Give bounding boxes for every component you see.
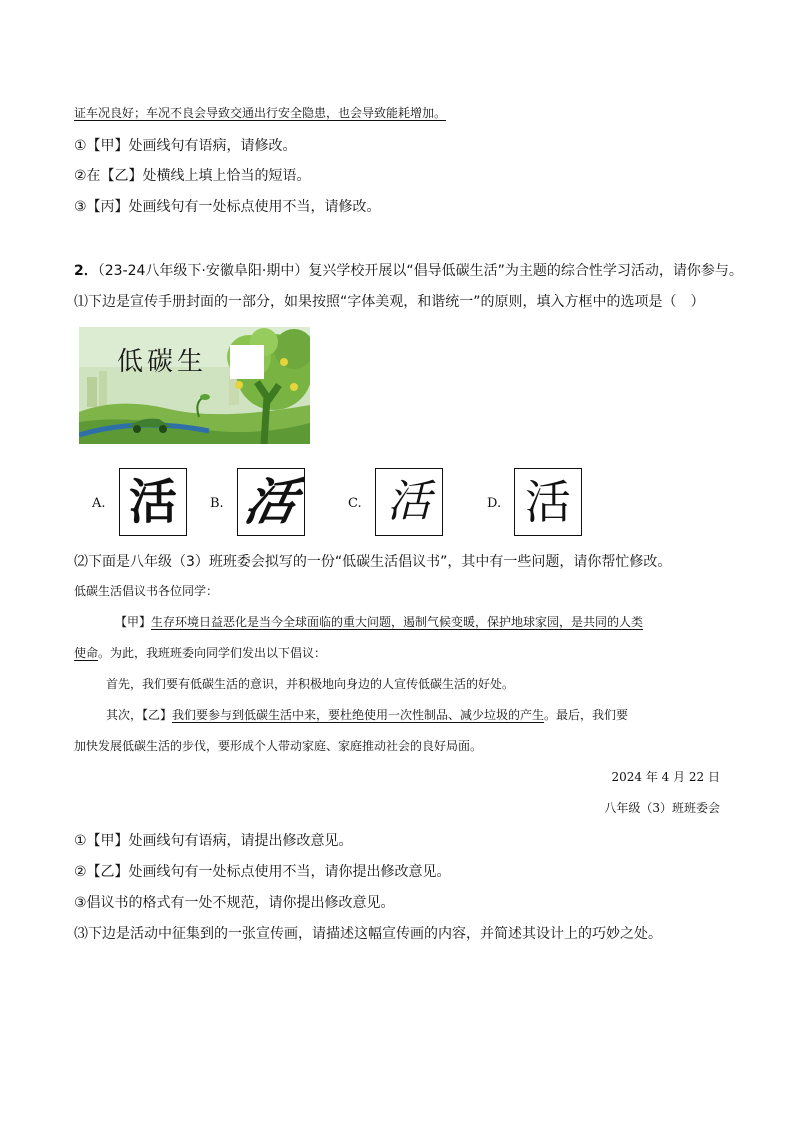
letter-signer: 八年级（3）班班委会	[604, 801, 720, 815]
running-script-glyph: 活	[387, 476, 431, 527]
cursive-glyph: 活	[239, 473, 303, 531]
letter-paragraph-3-cont: 加快发展低碳生活的步伐，要形成个人带动家庭、家庭推动社会的良好局面。	[74, 739, 483, 753]
sub-question-2: ②【乙】处画线句有一处标点使用不当，请你提出修改意见。	[74, 864, 451, 880]
mark-jia: 【甲】	[115, 615, 152, 629]
sub-question-1: ①【甲】处画线句有语病，请提出修改意见。	[74, 833, 353, 849]
letter-paragraph-1-cont	[74, 644, 326, 661]
option-label: D.	[487, 496, 502, 511]
letter-heading: 低碳生活倡议书各位同学：	[74, 584, 219, 598]
letter-paragraph-2: 首先，我们要有低碳生活的意识，并积极地向身边的人宣传低碳生活的好处。	[106, 677, 515, 691]
regular-script-glyph: 活	[525, 475, 571, 529]
underlined-sentence-jia-end: 使命	[74, 646, 99, 660]
part-1-prompt: ⑴下边是宣传手册封面的一部分，如果按照“字体美观，和谐统一”的原则，填入方框中的选项是（ ）	[74, 294, 705, 310]
part-2-prompt: ⑵下面是八年级（3）班班委会拟写的一份“低碳生活倡议书”，其中有一些问题，请你帮忙修改。	[74, 554, 672, 570]
letter-paragraph-1-rest: 。为此，我班班委向同学们发出以下倡议：	[98, 646, 327, 660]
poster-title-text: 低碳生	[117, 347, 208, 377]
question-item-2: ②在【乙】处横线上填上恰当的短语。	[74, 168, 311, 184]
calligraphy-glyph: 活	[128, 474, 177, 530]
option-d-glyph-box	[514, 468, 582, 536]
question-item-1: ①【甲】处画线句有语病，请修改。	[74, 138, 297, 154]
underlined-sentence-jia: 生存环境日益恶化是当今全球面临的重大问题，遏制气候变暖，保护地球家园，是共同的人类	[151, 615, 644, 629]
option-a-glyph-box	[119, 468, 187, 536]
letter-paragraph-3	[106, 706, 628, 723]
option-b-glyph-box	[237, 468, 305, 536]
option-label: C.	[348, 496, 362, 511]
letter-paragraph-1	[115, 613, 643, 630]
underlined-sentence-continued: 证车况良好；车况不良会导致交通出行安全隐患，也会导致能耗增加。	[74, 106, 447, 120]
letter-paragraph-3-rest: 。最后，我们要	[544, 708, 629, 722]
part-3-prompt: ⑶下边是活动中征集到的一张宣传画，请描述这幅宣传画的内容，并简述其设计上的巧妙之处。	[74, 926, 662, 942]
poster-image	[79, 327, 310, 444]
letter-date: 2024 年 4 月 22 日	[611, 770, 720, 784]
question-number: 2．	[74, 263, 98, 279]
letter-paragraph-3-lead: 其次，【乙】	[106, 708, 173, 722]
option-label: A.	[92, 496, 106, 511]
underlined-sentence-yi: 我们要参与到低碳生活中来，要杜绝使用一次性制品、减少垃圾的产生	[172, 708, 545, 722]
option-c-glyph-box	[375, 468, 443, 536]
option-label: B.	[210, 496, 224, 511]
question-item-3: ③【丙】处画线句有一处标点使用不当，请修改。	[74, 199, 381, 215]
question-2-intro	[74, 260, 743, 280]
question-2-intro-text: （23-24八年级下·安徽阜阳·期中）复兴学校开展以“倡导低碳生活”为主题的综合性学习活动，请你参与。	[97, 263, 743, 279]
sub-question-3: ③倡议书的格式有一处不规范，请你提出修改意见。	[74, 895, 395, 911]
